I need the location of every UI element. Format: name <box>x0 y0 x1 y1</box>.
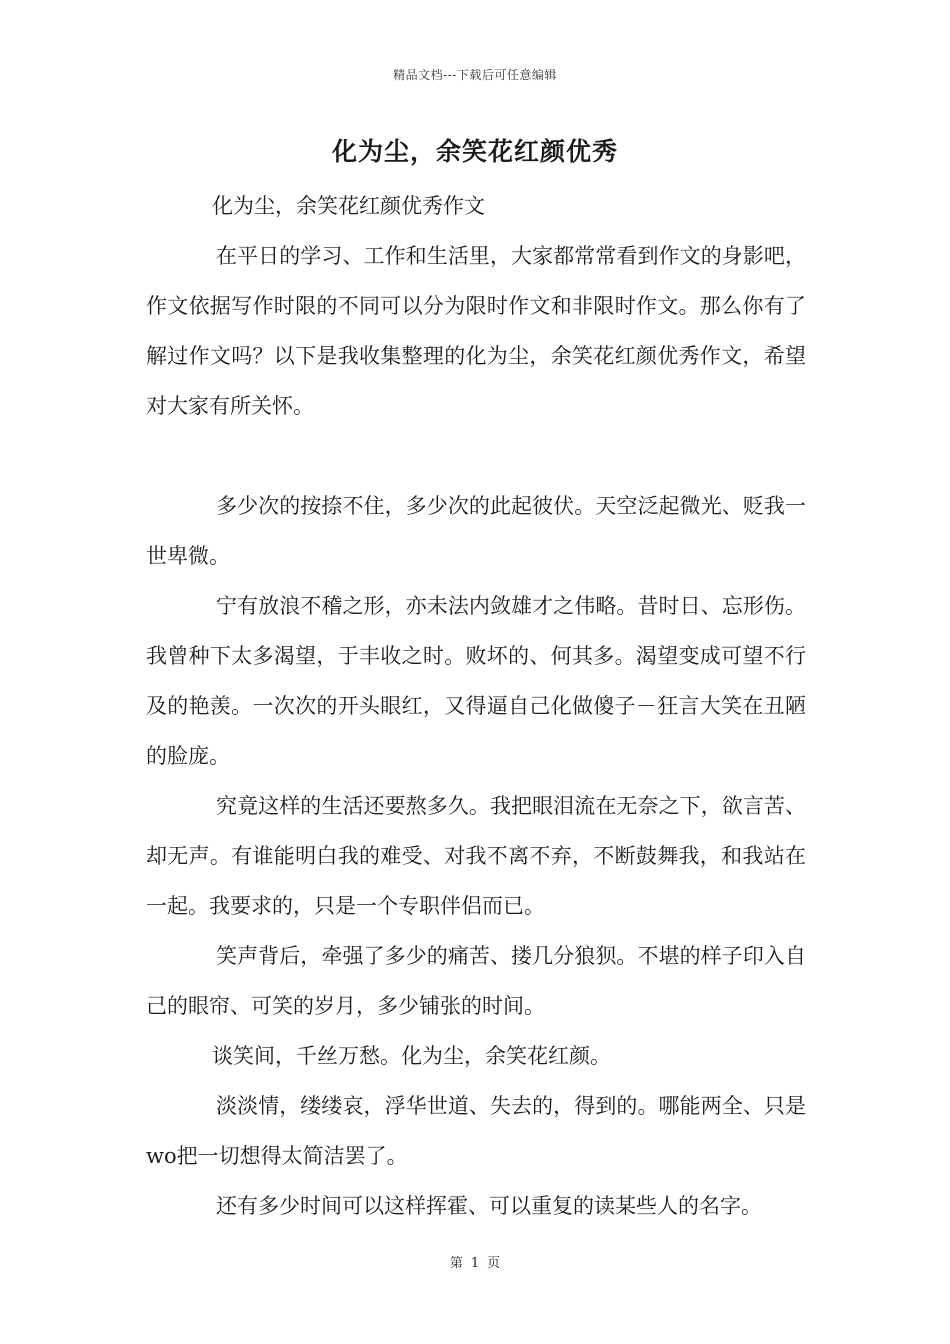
page-header: 精品文档---下载后可任意编辑 <box>393 68 557 82</box>
page-number-suffix: 页 <box>487 1256 501 1271</box>
paragraph-intro: 在平日的学习、工作和生活里，大家都常常看到作文的身影吧，作文依据写作时限的不同可以分为限时作文和非限时作文。那么你有了解过作文吗？以下是我收集整理的化为尘，余笑花红颜优秀作文，希望对大家有所关怀。 <box>146 244 806 418</box>
paragraph-spacer <box>146 431 806 481</box>
paragraph: 还有多少时间可以这样挥霍、可以重复的读某些人的名字。 <box>216 1194 762 1218</box>
document-subtitle: 化为尘，余笑花红颜优秀作文 <box>212 194 485 218</box>
paragraph: 究竟这样的生活还要熬多久。我把眼泪流在无奈之下，欲言苦、却无声。有谁能明白我的难受、对我不离不弃，不断鼓舞我，和我站在一起。我要求的，只是一个专职伴侣而已。 <box>146 794 806 918</box>
paragraph: 淡淡情，缕缕哀，浮华世道、失去的，得到的。哪能两全、只是wo把一切想得太简洁罢了。 <box>146 1094 806 1168</box>
document-title: 化为尘，余笑花红颜优秀 <box>331 137 618 166</box>
paragraph: 笑声背后，牵强了多少的痛苦、搂几分狼狈。不堪的样子印入自己的眼帘、可笑的岁月，多少铺张的时间。 <box>146 944 806 1018</box>
page-footer <box>0 1252 950 1271</box>
page-number: 1 <box>470 1256 480 1271</box>
page-number-prefix: 第 <box>449 1256 463 1271</box>
paragraph: 多少次的按捺不住，多少次的此起彼伏。天空泛起微光、贬我一世卑微。 <box>146 494 806 568</box>
document-body <box>146 181 806 1231</box>
paragraph: 谈笑间，千丝万愁。化为尘，余笑花红颜。 <box>212 1044 611 1068</box>
paragraph: 宁有放浪不稽之形，亦未法内敛雄才之伟略。昔时日、忘形伤。我曾种下太多渴望，于丰收之时。败坏的、何其多。渴望变成可望不行及的艳羡。一次次的开头眼红，又得逼自己化做傻子－狂言大笑在丑陋的脸庞。 <box>146 594 806 768</box>
